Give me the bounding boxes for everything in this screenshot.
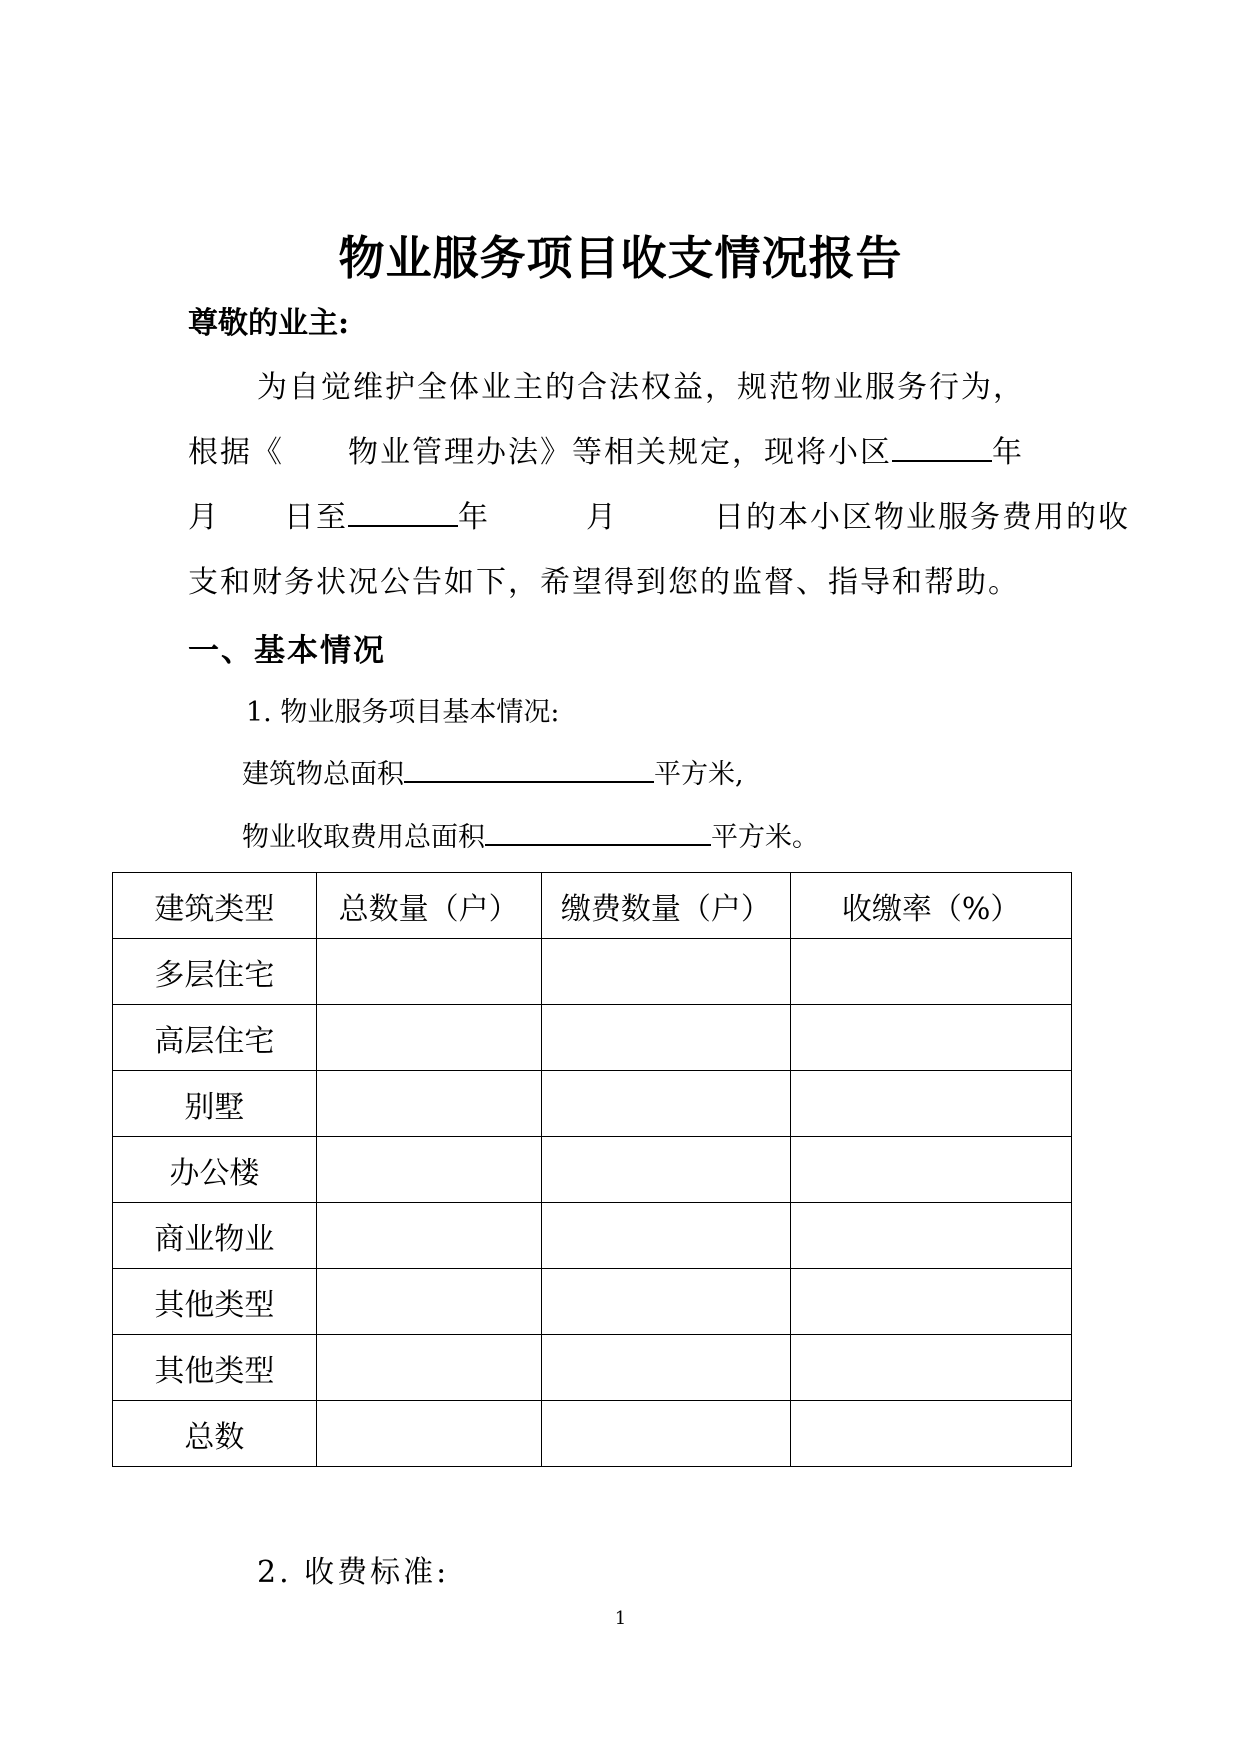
table-input-cell[interactable] (316, 1137, 541, 1203)
fee-area-row (242, 815, 819, 854)
table-input-cell[interactable] (541, 1269, 791, 1335)
table-header-row (113, 873, 1072, 939)
building-type-cell: 其他类型 (113, 1269, 317, 1335)
table-input-cell[interactable] (316, 1335, 541, 1401)
table-input-cell[interactable] (791, 1269, 1072, 1335)
building-type-cell: 别墅 (113, 1071, 317, 1137)
table-input-cell[interactable] (541, 939, 791, 1005)
table-input-cell[interactable] (791, 1137, 1072, 1203)
building-area-unit: 平方米, (654, 759, 744, 790)
building-area-blank[interactable] (404, 754, 654, 783)
end-year-blank[interactable] (348, 495, 458, 527)
fee-area-blank[interactable] (485, 817, 711, 846)
table-input-cell[interactable] (316, 1203, 541, 1269)
table-header-cell: 收缴率（%） (791, 873, 1072, 939)
building-type-table (112, 872, 1072, 1467)
table-row (113, 939, 1072, 1005)
table-input-cell[interactable] (316, 1401, 541, 1467)
building-type-cell: 总数 (113, 1401, 317, 1467)
table-input-cell[interactable] (791, 1401, 1072, 1467)
intro-line-3-text-b: 年 月 日的本小区物业服务费用的收 (458, 500, 1130, 535)
intro-line-3-text-a: 月 日至 (188, 500, 348, 535)
building-type-cell: 多层住宅 (113, 939, 317, 1005)
table-input-cell[interactable] (316, 1269, 541, 1335)
intro-line-2-text: 根据《 物业管理办法》等相关规定，现将小区 (188, 435, 892, 470)
table-input-cell[interactable] (791, 939, 1072, 1005)
table-input-cell[interactable] (541, 1335, 791, 1401)
intro-line-2-year: 年 (992, 435, 1024, 470)
table-input-cell[interactable] (791, 1005, 1072, 1071)
table-row (113, 1071, 1072, 1137)
building-area-row (242, 752, 744, 791)
table-header-cell: 总数量（户） (316, 873, 541, 939)
building-type-cell: 其他类型 (113, 1335, 317, 1401)
building-area-label: 建筑物总面积 (242, 759, 404, 790)
table-row (113, 1335, 1072, 1401)
table-row (113, 1203, 1072, 1269)
intro-line-4: 支和财务状况公告如下，希望得到您的监督、指导和帮助。 (188, 565, 1020, 600)
table-input-cell[interactable] (791, 1071, 1072, 1137)
table-input-cell[interactable] (541, 1137, 791, 1203)
intro-line-3 (188, 492, 1130, 536)
table-row (113, 1005, 1072, 1071)
table-input-cell[interactable] (791, 1335, 1072, 1401)
building-type-cell: 办公楼 (113, 1137, 317, 1203)
table-input-cell[interactable] (316, 939, 541, 1005)
table-input-cell[interactable] (541, 1203, 791, 1269)
table-input-cell[interactable] (316, 1005, 541, 1071)
building-type-cell: 商业物业 (113, 1203, 317, 1269)
page-number: 1 (614, 1608, 627, 1629)
table-row (113, 1401, 1072, 1467)
table-row (113, 1137, 1072, 1203)
building-type-cell: 高层住宅 (113, 1005, 317, 1071)
table-input-cell[interactable] (541, 1401, 791, 1467)
table-row (113, 1269, 1072, 1335)
table-input-cell[interactable] (316, 1071, 541, 1137)
item-1-label: 1. 物业服务项目基本情况: (246, 697, 560, 728)
section-heading-basic: 一、基本情况 (188, 633, 386, 669)
table-input-cell[interactable] (541, 1071, 791, 1137)
intro-line-2 (188, 427, 1024, 471)
fee-area-unit: 平方米。 (711, 822, 819, 853)
table-input-cell[interactable] (791, 1203, 1072, 1269)
community-name-blank[interactable] (892, 430, 992, 462)
table-header-cell: 建筑类型 (113, 873, 317, 939)
page-title: 物业服务项目收支情况报告 (338, 231, 903, 285)
item-2-label: 2. 收费标准: (257, 1555, 450, 1590)
table-input-cell[interactable] (541, 1005, 791, 1071)
salutation: 尊敬的业主: (188, 306, 350, 341)
intro-line-1: 为自觉维护全体业主的合法权益，规范物业服务行为， (257, 370, 1025, 405)
fee-area-label: 物业收取费用总面积 (242, 822, 485, 853)
table-header-cell: 缴费数量（户） (541, 873, 791, 939)
